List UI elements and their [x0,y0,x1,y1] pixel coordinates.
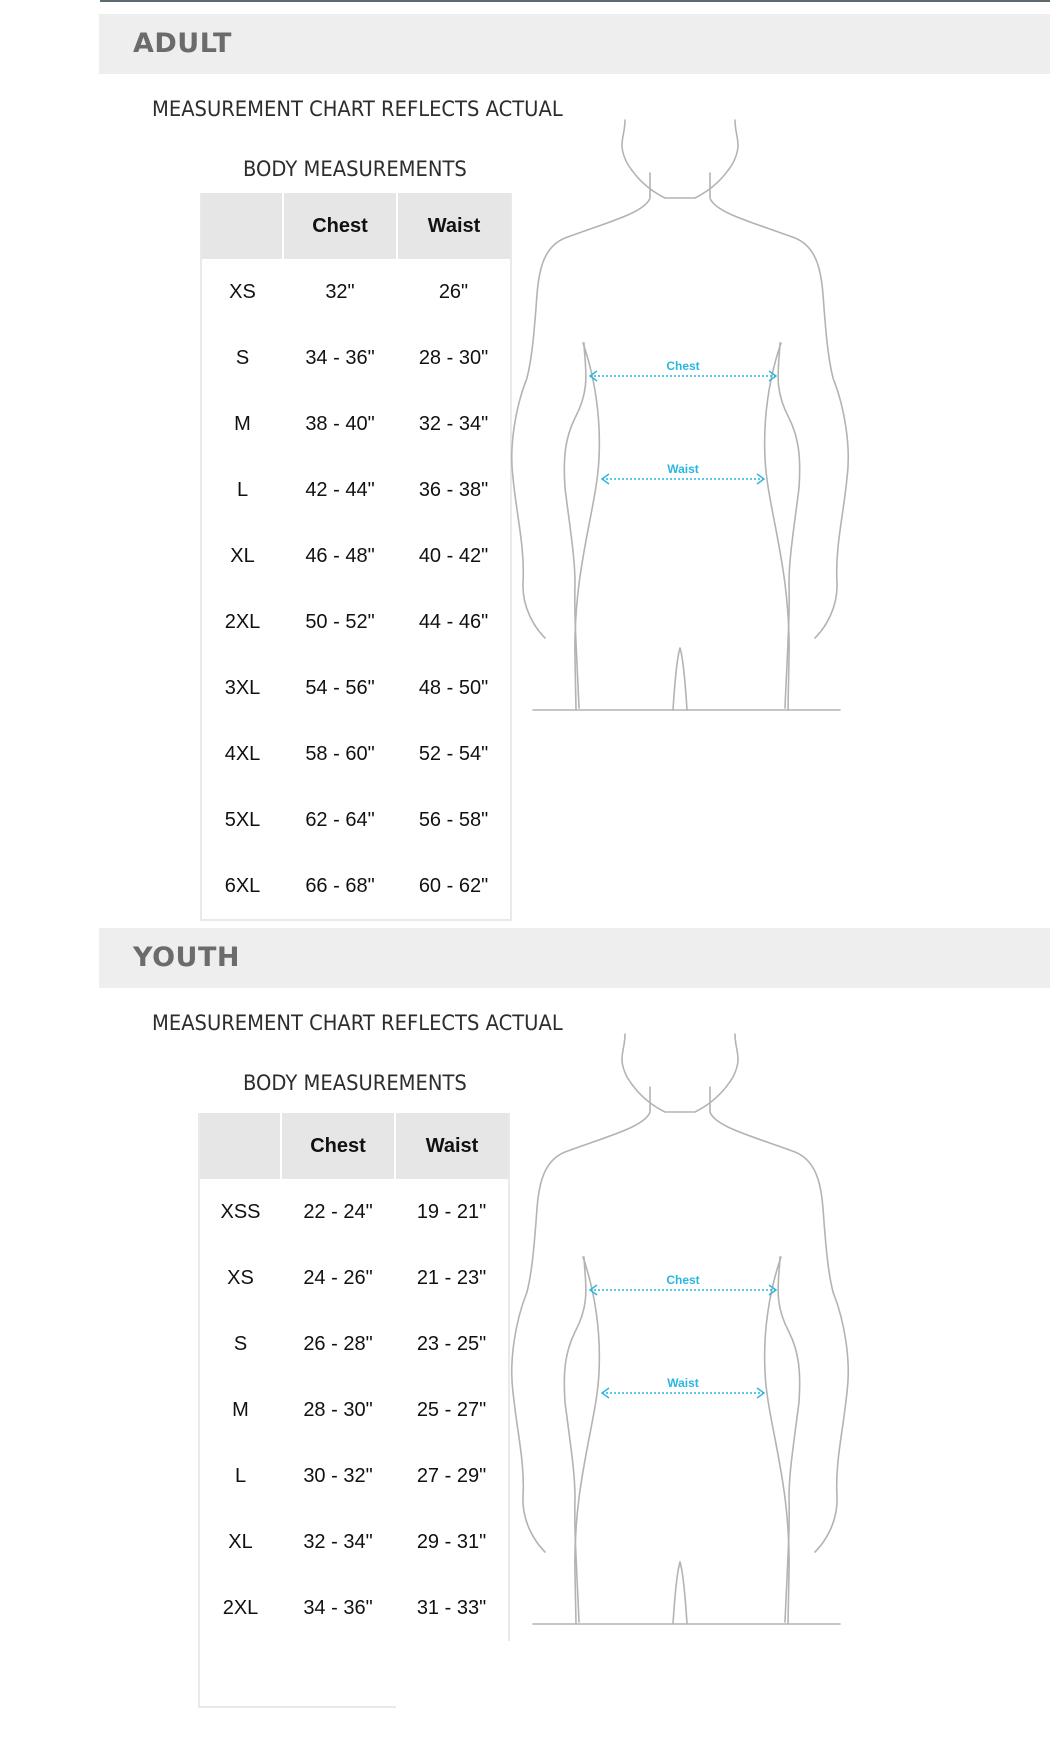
table-row [201,259,511,325]
table-row [201,325,511,391]
chest-cell: 24 - 26" [303,1266,373,1289]
size-cell: M [234,412,251,435]
column-header-size [201,193,283,259]
chest-cell: 34 - 36" [305,346,375,369]
chart-caption-adult: MEASUREMENT CHART REFLECTS ACTUAL [152,97,563,121]
size-cell: M [232,1398,249,1421]
chest-cell: 32 - 34" [303,1530,373,1553]
size-cell: XL [228,1530,253,1553]
table-empty-tail [198,1641,396,1708]
waist-cell: 26" [438,280,469,303]
chest-cell: 46 - 48" [305,544,375,567]
table-row [199,1575,509,1641]
waist-label: Waist [667,462,699,476]
table-header-row [201,193,511,259]
column-header-waist: Waist [397,193,511,259]
table-header-row [199,1113,509,1179]
size-cell: 5XL [224,808,261,831]
waist-cell: 40 - 42" [418,544,489,567]
waist-cell: 25 - 27" [416,1398,487,1421]
top-divider [100,0,1050,2]
waist-cell: 21 - 23" [416,1266,487,1289]
column-header-waist: Waist [395,1113,509,1179]
size-cell: 4XL [224,742,261,765]
column-header-chest: Chest [281,1113,395,1179]
section-title-youth: YOUTH [133,942,240,973]
chest-measure [590,1273,776,1295]
size-cell: S [235,346,250,369]
size-cell: XL [230,544,255,567]
table-row [199,1245,509,1311]
table-row [201,457,511,523]
size-cell: 6XL [224,874,261,897]
body-figure-adult [505,118,865,718]
chest-label: Chest [666,359,700,373]
chest-cell: 30 - 32" [303,1464,373,1487]
table-row [201,391,511,457]
table-caption-adult: BODY MEASUREMENTS [243,157,467,181]
youth-section-header [99,928,1050,988]
size-table-adult [200,193,512,921]
table-caption-youth: BODY MEASUREMENTS [243,1071,467,1095]
size-cell: L [236,478,249,501]
waist-cell: 23 - 25" [416,1332,487,1355]
body-outline [512,120,848,710]
table-row [201,589,511,655]
body-figure-youth [505,1032,865,1632]
size-cell: 2XL [222,1596,259,1619]
chest-cell: 32" [325,280,355,303]
chest-cell: 22 - 24" [303,1200,373,1223]
section-title-adult: ADULT [133,28,232,59]
chest-measure [590,359,776,381]
size-cell: XSS [220,1200,261,1223]
waist-measure [602,1376,764,1398]
waist-measure [602,462,764,484]
waist-cell: 52 - 54" [418,742,489,765]
chest-cell: 50 - 52" [305,610,375,633]
chest-cell: 42 - 44" [305,478,375,501]
size-cell: XS [229,280,256,303]
chest-cell: 38 - 40" [305,412,375,435]
chest-cell: 26 - 28" [303,1332,373,1355]
waist-cell: 48 - 50" [418,676,489,699]
waist-cell: 27 - 29" [416,1464,487,1487]
table-row [199,1311,509,1377]
table-row [201,853,511,920]
size-cell: 2XL [224,610,261,633]
column-header-size [199,1113,281,1179]
size-table-youth [198,1113,510,1641]
table-row [199,1443,509,1509]
table-row [199,1179,509,1245]
chest-cell: 28 - 30" [303,1398,373,1421]
chest-cell: 62 - 64" [305,808,375,831]
waist-label: Waist [667,1376,699,1390]
waist-cell: 32 - 34" [418,412,489,435]
table-row [199,1377,509,1443]
body-outline [512,1034,848,1624]
chart-caption-youth: MEASUREMENT CHART REFLECTS ACTUAL [152,1011,563,1035]
waist-cell: 19 - 21" [416,1200,487,1223]
table-row [201,655,511,721]
adult-section-header [99,14,1050,74]
waist-cell: 28 - 30" [418,346,489,369]
chest-cell: 54 - 56" [305,676,375,699]
table-row [201,721,511,787]
size-cell: L [234,1464,247,1487]
table-row [201,523,511,589]
waist-cell: 31 - 33" [416,1596,487,1619]
chest-label: Chest [666,1273,700,1287]
waist-cell: 36 - 38" [418,478,489,501]
table-row [201,787,511,853]
chest-cell: 58 - 60" [305,742,375,765]
waist-cell: 44 - 46" [418,610,489,633]
chest-cell: 34 - 36" [303,1596,373,1619]
waist-cell: 60 - 62" [418,874,489,897]
size-cell: XS [227,1266,254,1289]
size-cell: 3XL [224,676,261,699]
waist-cell: 56 - 58" [418,808,489,831]
table-row [199,1509,509,1575]
chest-cell: 66 - 68" [305,874,375,897]
size-cell: S [233,1332,248,1355]
column-header-chest: Chest [283,193,397,259]
waist-cell: 29 - 31" [416,1530,487,1553]
